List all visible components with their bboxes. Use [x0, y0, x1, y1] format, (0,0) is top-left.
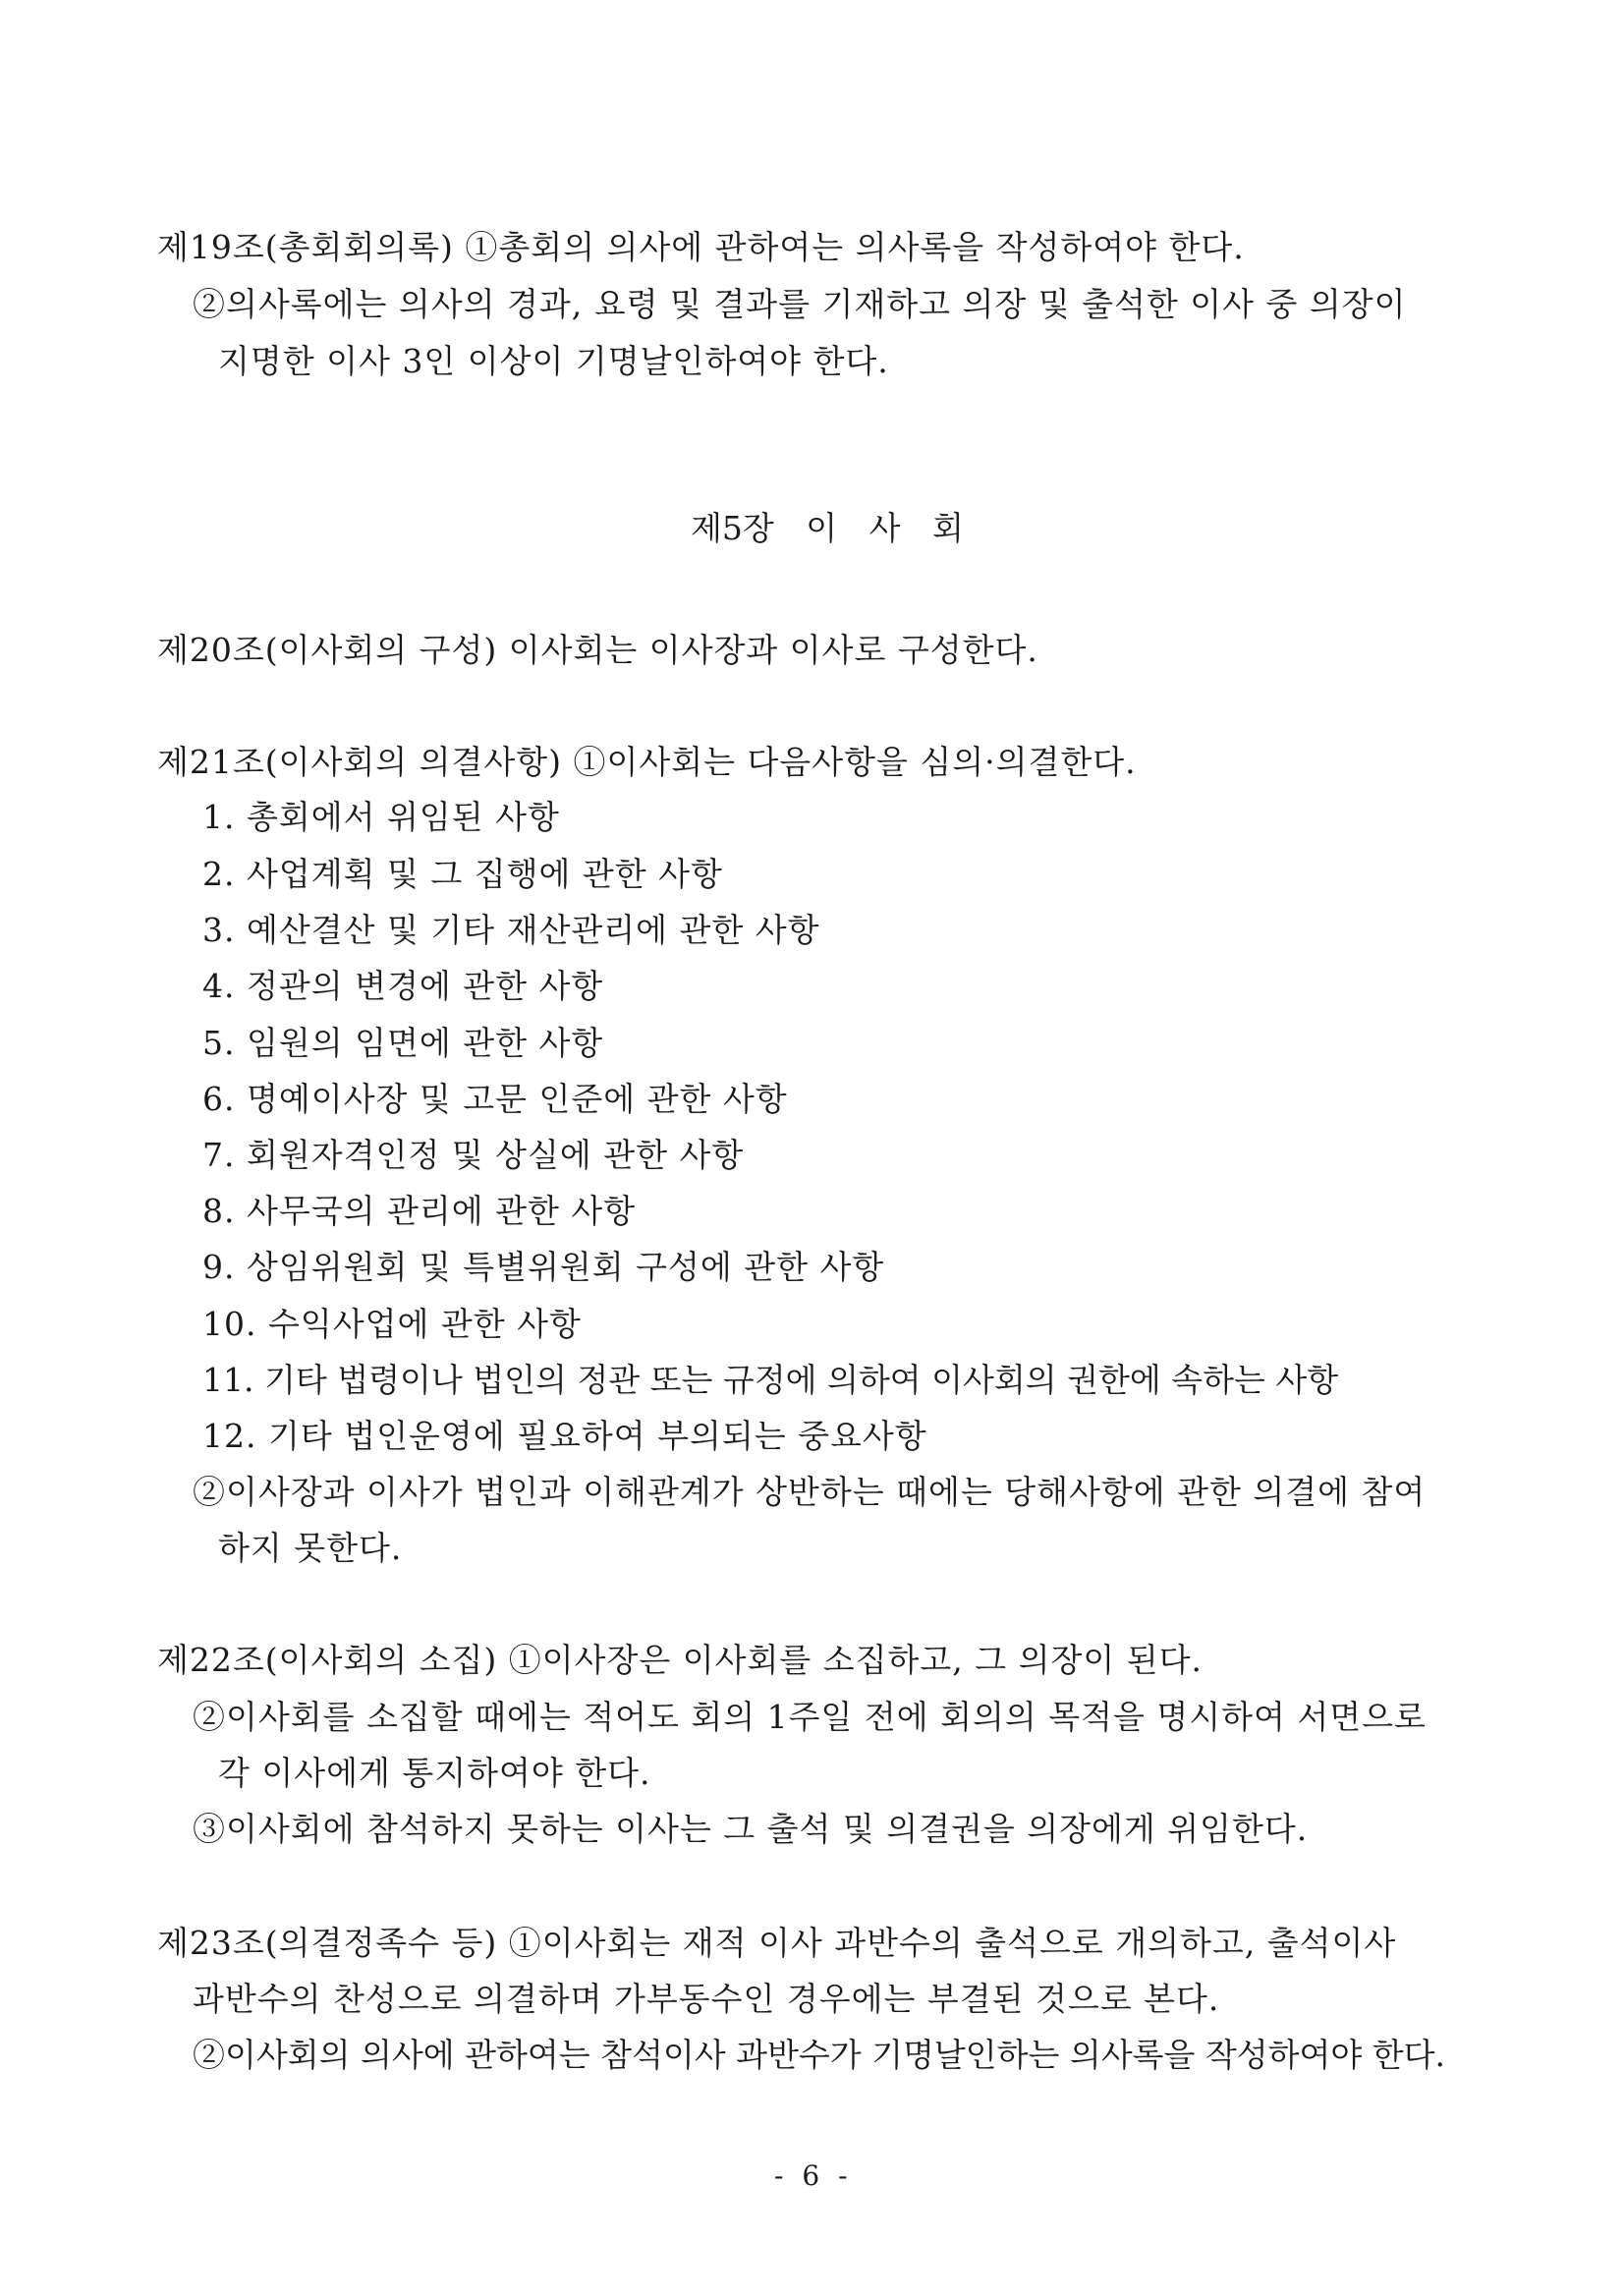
article-23-heading: 제23조(의결정족수 등) ①이사회는 재적 이사 과반수의 출석으로 개의하고, 출석이사 — [157, 1924, 1397, 1962]
article-22-paragraph-2: ②이사회를 소집할 때에는 적어도 회의 1주일 전에 회의의 목적을 명시하여 서면으로 — [193, 1698, 1427, 1736]
article-23-paragraph-2: ②이사회의 의사에 관하여는 참석이사 과반수가 기명날인하는 의사록을 작성하여야 한다. — [193, 2036, 1446, 2074]
article-21-item-9: 9. 상임위원회 및 특별위원회 구성에 관한 사항 — [202, 1248, 885, 1286]
article-21-item-4: 4. 정관의 변경에 관한 사항 — [202, 967, 604, 1005]
article-21-item-12: 12. 기타 법인운영에 필요하여 부의되는 중요사항 — [202, 1417, 927, 1455]
article-20-heading: 제20조(이사회의 구성) 이사회는 이사장과 이사로 구성한다. — [157, 631, 1038, 669]
article-21-item-2: 2. 사업계획 및 그 집행에 관한 사항 — [202, 855, 723, 893]
article-19-paragraph-2: ②의사록에는 의사의 경과, 요령 및 결과를 기재하고 의장 및 출석한 이사 중 의장이 — [193, 285, 1407, 323]
page-number: - 6 - — [774, 2159, 848, 2192]
article-19-paragraph-2-cont: 지명한 이사 3인 이상이 기명날인하여야 한다. — [218, 342, 889, 380]
article-21-item-1: 1. 총회에서 위임된 사항 — [202, 798, 560, 836]
article-21-item-7: 7. 회원자격인정 및 상실에 관한 사항 — [202, 1136, 745, 1174]
article-22-paragraph-3: ③이사회에 참석하지 못하는 이사는 그 출석 및 의결권을 의장에게 위임한다. — [193, 1810, 1309, 1848]
article-21-item-6: 6. 명예이사장 및 고문 인준에 관한 사항 — [202, 1080, 788, 1118]
chapter-5-heading: 제5장 이 사 회 — [691, 509, 964, 547]
article-22-heading: 제22조(이사회의 소집) ①이사장은 이사회를 소집하고, 그 의장이 된다. — [157, 1641, 1203, 1679]
article-21-paragraph-2: ②이사장과 이사가 법인과 이해관계가 상반하는 때에는 당해사항에 관한 의결에 참여 — [193, 1473, 1427, 1511]
article-21-paragraph-2-cont: 하지 못한다. — [218, 1529, 403, 1567]
article-21-item-11: 11. 기타 법령이나 법인의 정관 또는 규정에 의하여 이사회의 권한에 속하는 사항 — [202, 1361, 1339, 1399]
article-21-item-3: 3. 예산결산 및 기타 재산관리에 관한 사항 — [202, 911, 820, 949]
article-21-item-8: 8. 사무국의 관리에 관한 사항 — [202, 1192, 637, 1230]
article-21-item-5: 5. 임원의 임면에 관한 사항 — [202, 1024, 604, 1062]
article-21-item-10: 10. 수익사업에 관한 사항 — [202, 1305, 582, 1343]
article-19-heading: 제19조(총회회의록) ①총회의 의사에 관하여는 의사록을 작성하여야 한다. — [157, 228, 1245, 266]
article-21-heading: 제21조(이사회의 의결사항) ①이사회는 다음사항을 심의·의결한다. — [157, 743, 1137, 781]
article-22-paragraph-2-cont: 각 이사에게 통지하여야 한다. — [218, 1754, 651, 1792]
article-23-heading-cont: 과반수의 찬성으로 의결하며 가부동수인 경우에는 부결된 것으로 본다. — [193, 1980, 1220, 2018]
